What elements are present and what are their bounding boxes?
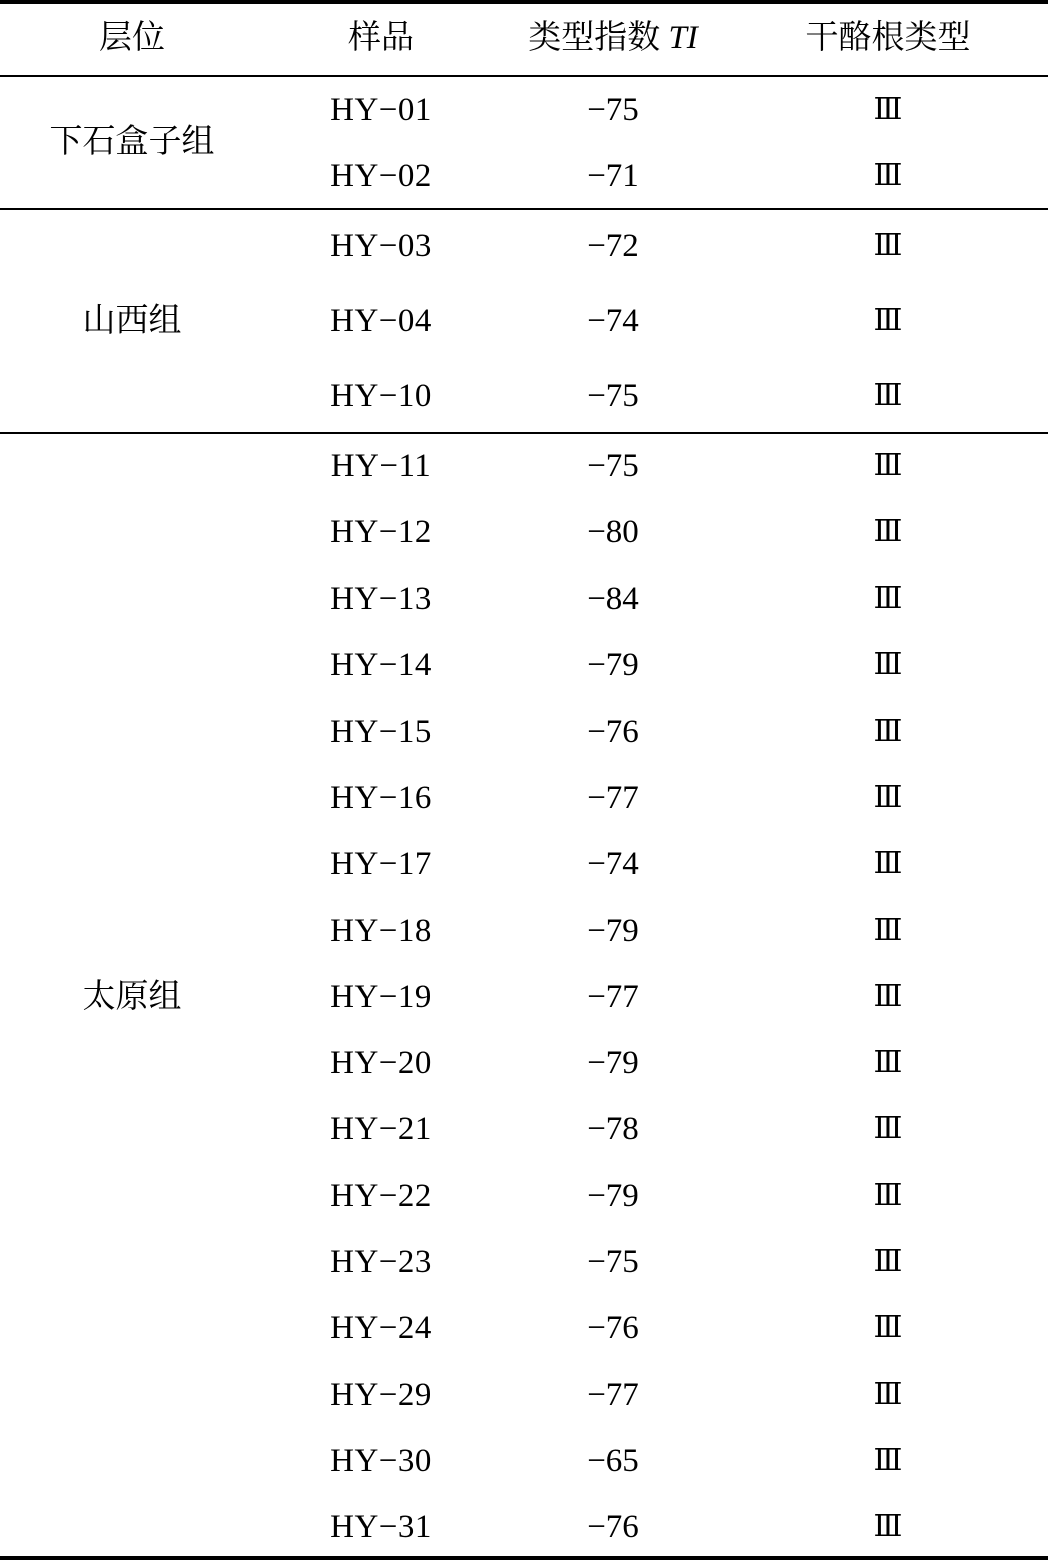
sample-cell: HY−18 <box>330 913 432 949</box>
header-kerogen-type <box>806 18 971 58</box>
ti-cell: −75 <box>587 448 639 484</box>
ti-cell: −75 <box>587 92 639 128</box>
header-sample <box>348 18 414 58</box>
ti-cell: −77 <box>587 979 639 1015</box>
type-cell: Ⅲ <box>873 1378 903 1411</box>
sample-cell: HY−01 <box>330 92 432 128</box>
sample-cell: HY−11 <box>330 448 432 484</box>
ti-cell: −80 <box>587 514 639 550</box>
ti-cell: −77 <box>587 780 639 816</box>
type-cell: Ⅲ <box>873 449 903 482</box>
sample-cell: HY−10 <box>330 378 432 414</box>
sample-cell: HY−22 <box>330 1178 432 1214</box>
ti-cell: −76 <box>587 1310 639 1346</box>
sample-cell: HY−23 <box>330 1244 432 1280</box>
type-cell: Ⅲ <box>873 914 903 947</box>
ti-cell: −71 <box>587 158 639 194</box>
ti-cell: −77 <box>587 1377 639 1413</box>
sample-cell: HY−24 <box>330 1310 432 1346</box>
sample-cell: HY−16 <box>330 780 432 816</box>
group-name: 下石盒子组 <box>49 124 215 160</box>
type-cell: Ⅲ <box>873 159 903 192</box>
sample-cell: HY−02 <box>330 158 432 194</box>
type-cell: Ⅲ <box>873 1510 903 1543</box>
ti-cell: −79 <box>587 647 639 683</box>
sample-cell: HY−14 <box>330 647 432 683</box>
sample-cell: HY−13 <box>330 581 432 617</box>
group-name: 山西组 <box>82 303 182 339</box>
type-cell: Ⅲ <box>873 229 903 262</box>
ti-cell: −74 <box>587 303 639 339</box>
type-cell: Ⅲ <box>873 648 903 681</box>
sample-cell: HY−15 <box>330 714 432 750</box>
type-cell: Ⅲ <box>873 1444 903 1477</box>
type-cell: Ⅲ <box>873 1179 903 1212</box>
sample-cell: HY−17 <box>330 846 432 882</box>
bottom-rule <box>0 1556 1048 1560</box>
sample-cell: HY−04 <box>330 303 432 339</box>
ti-cell: −84 <box>587 581 639 617</box>
type-cell: Ⅲ <box>873 980 903 1013</box>
type-cell: Ⅲ <box>873 847 903 880</box>
type-cell: Ⅲ <box>873 715 903 748</box>
sample-cell: HY−20 <box>330 1045 432 1081</box>
group-name: 太原组 <box>82 979 182 1015</box>
ti-cell: −79 <box>587 1045 639 1081</box>
header-kerogen-type-text: 干酪根类型 <box>805 20 971 56</box>
type-cell: Ⅲ <box>873 304 903 337</box>
sample-cell: HY−29 <box>330 1377 432 1413</box>
type-cell: Ⅲ <box>873 379 903 412</box>
header-sample-text: 样品 <box>348 20 414 56</box>
type-cell: Ⅲ <box>873 515 903 548</box>
type-cell: Ⅲ <box>873 1311 903 1344</box>
header-rule <box>0 75 1048 77</box>
ti-cell: −74 <box>587 846 639 882</box>
group-rule <box>0 208 1048 210</box>
ti-cell: −76 <box>587 714 639 750</box>
ti-cell: −65 <box>587 1443 639 1479</box>
group-rule <box>0 432 1048 434</box>
sample-cell: HY−03 <box>330 228 432 264</box>
ti-cell: −72 <box>587 228 639 264</box>
sample-cell: HY−30 <box>330 1443 432 1479</box>
type-cell: Ⅲ <box>873 1245 903 1278</box>
header-layer-text: 层位 <box>99 20 165 56</box>
ti-cell: −76 <box>587 1509 639 1545</box>
ti-cell: −78 <box>587 1111 639 1147</box>
ti-cell: −79 <box>587 913 639 949</box>
header-type-index-symbol: TI <box>668 20 698 56</box>
sample-cell: HY−21 <box>330 1111 432 1147</box>
sample-cell: HY−19 <box>330 979 432 1015</box>
type-cell: Ⅲ <box>873 1112 903 1145</box>
ti-cell: −79 <box>587 1178 639 1214</box>
type-cell: Ⅲ <box>873 93 903 126</box>
ti-cell: −75 <box>587 378 639 414</box>
type-cell: Ⅲ <box>873 1046 903 1079</box>
type-cell: Ⅲ <box>873 582 903 615</box>
sample-cell: HY−12 <box>330 514 432 550</box>
header-type-index-text: 类型指数 <box>528 20 661 56</box>
header-layer <box>99 18 165 58</box>
ti-cell: −75 <box>587 1244 639 1280</box>
header-type-index <box>528 18 698 58</box>
sample-cell: HY−31 <box>330 1509 432 1545</box>
top-rule <box>0 0 1048 4</box>
type-cell: Ⅲ <box>873 781 903 814</box>
